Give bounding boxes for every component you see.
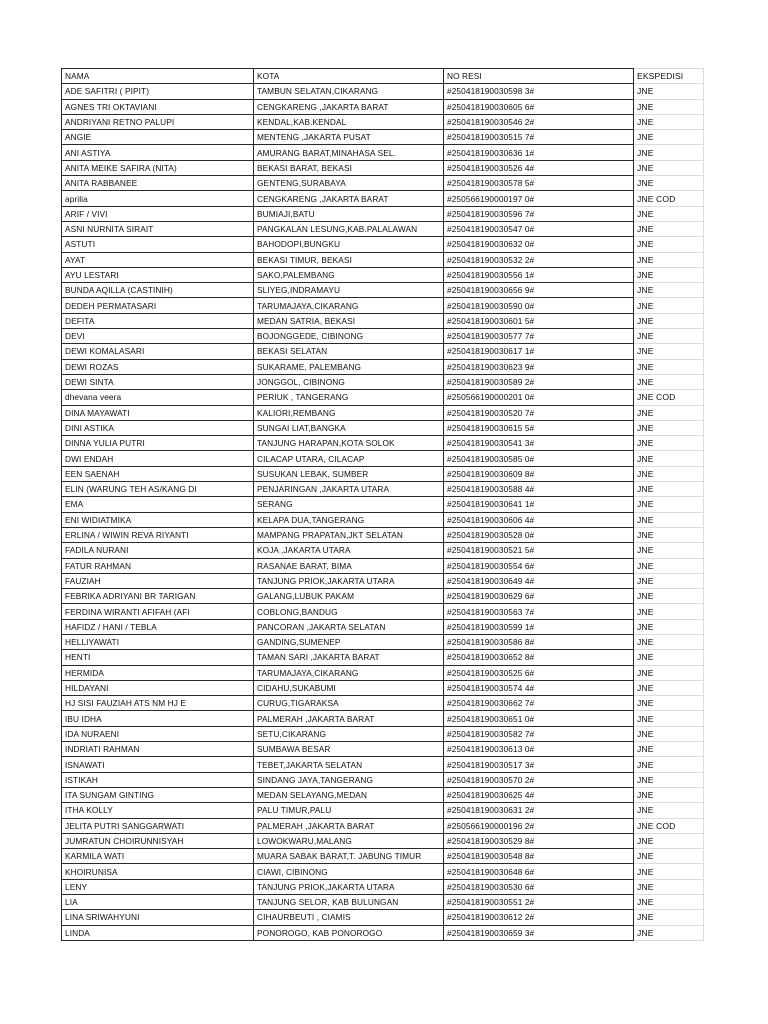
cell-ekspedisi: JNE xyxy=(634,925,704,940)
cell-ekspedisi: JNE xyxy=(634,359,704,374)
cell-kota: TAMAN SARI ,JAKARTA BARAT xyxy=(254,650,444,665)
cell-nama: HJ SISI FAUZIAH ATS NM HJ E xyxy=(62,696,254,711)
column-header-no-resi: NO RESI xyxy=(444,69,634,84)
table-row xyxy=(62,849,704,864)
column-header-kota: KOTA xyxy=(254,69,444,84)
table-row xyxy=(62,512,704,527)
cell-nama: LINDA xyxy=(62,925,254,940)
table-row xyxy=(62,589,704,604)
cell-ekspedisi: JNE xyxy=(634,497,704,512)
cell-ekspedisi: JNE xyxy=(634,206,704,221)
cell-no-resi: #250418190030582 7# xyxy=(444,726,634,741)
cell-no-resi: #250418190030648 6# xyxy=(444,864,634,879)
cell-nama: HERMIDA xyxy=(62,665,254,680)
cell-nama: ENI WIDIATMIKA xyxy=(62,512,254,527)
table-row xyxy=(62,374,704,389)
table-row xyxy=(62,313,704,328)
cell-ekspedisi: JNE xyxy=(634,84,704,99)
cell-ekspedisi: JNE xyxy=(634,757,704,772)
cell-ekspedisi: JNE xyxy=(634,237,704,252)
cell-nama: ANITA MEIKE SAFIRA (NITA) xyxy=(62,160,254,175)
cell-kota: CURUG,TIGARAKSA xyxy=(254,696,444,711)
table-row xyxy=(62,497,704,512)
table-row xyxy=(62,634,704,649)
cell-kota: SINDANG JAYA,TANGERANG xyxy=(254,772,444,787)
cell-nama: DEDEH PERMATASARI xyxy=(62,298,254,313)
cell-no-resi: #250418190030590 0# xyxy=(444,298,634,313)
table-row xyxy=(62,298,704,313)
cell-ekspedisi: JNE xyxy=(634,145,704,160)
cell-nama: FERDINA WIRANTI AFIFAH (AFI xyxy=(62,604,254,619)
table-row xyxy=(62,451,704,466)
cell-nama: EEN SAENAH xyxy=(62,466,254,481)
cell-kota: CENGKARENG ,JAKARTA BARAT xyxy=(254,99,444,114)
cell-kota: TARUMAJAYA,CIKARANG xyxy=(254,665,444,680)
cell-nama: HILDAYANI xyxy=(62,680,254,695)
cell-no-resi: #250418190030629 6# xyxy=(444,589,634,604)
table-row xyxy=(62,726,704,741)
cell-nama: LENY xyxy=(62,879,254,894)
table-row xyxy=(62,191,704,206)
cell-kota: SETU,CIKARANG xyxy=(254,726,444,741)
cell-nama: LIA xyxy=(62,895,254,910)
cell-ekspedisi: JNE xyxy=(634,420,704,435)
cell-ekspedisi: JNE xyxy=(634,482,704,497)
cell-no-resi: #250418190030585 0# xyxy=(444,451,634,466)
cell-no-resi: #250418190030551 2# xyxy=(444,895,634,910)
cell-nama: FAUZIAH xyxy=(62,573,254,588)
cell-kota: CIDAHU,SUKABUMI xyxy=(254,680,444,695)
cell-no-resi: #250418190030588 4# xyxy=(444,482,634,497)
cell-ekspedisi: JNE COD xyxy=(634,390,704,405)
cell-nama: DEWI KOMALASARI xyxy=(62,344,254,359)
cell-kota: TANJUNG SELOR, KAB BULUNGAN xyxy=(254,895,444,910)
cell-kota: GENTENG,SURABAYA xyxy=(254,176,444,191)
cell-kota: CILACAP UTARA, CILACAP xyxy=(254,451,444,466)
cell-kota: CENGKARENG ,JAKARTA BARAT xyxy=(254,191,444,206)
cell-no-resi: #250418190030601 5# xyxy=(444,313,634,328)
table-row xyxy=(62,160,704,175)
table-row xyxy=(62,420,704,435)
cell-nama: JELITA PUTRI SANGGARWATI xyxy=(62,818,254,833)
cell-kota: MEDAN SATRIA, BEKASI xyxy=(254,313,444,328)
table-row xyxy=(62,359,704,374)
cell-ekspedisi: JNE xyxy=(634,252,704,267)
cell-kota: KOJA ,JAKARTA UTARA xyxy=(254,543,444,558)
cell-kota: BOJONGGEDE, CIBINONG xyxy=(254,329,444,344)
cell-nama: DINNA YULIA PUTRI xyxy=(62,436,254,451)
cell-ekspedisi: JNE xyxy=(634,176,704,191)
table-row xyxy=(62,665,704,680)
cell-ekspedisi: JNE xyxy=(634,696,704,711)
cell-ekspedisi: JNE xyxy=(634,283,704,298)
cell-kota: PALMERAH ,JAKARTA BARAT xyxy=(254,818,444,833)
cell-no-resi: #250418190030574 4# xyxy=(444,680,634,695)
cell-no-resi: #250418190030599 1# xyxy=(444,619,634,634)
cell-no-resi: #250418190030606 4# xyxy=(444,512,634,527)
cell-no-resi: #250418190030586 8# xyxy=(444,634,634,649)
table-row xyxy=(62,252,704,267)
cell-nama: ISTIKAH xyxy=(62,772,254,787)
cell-ekspedisi: JNE xyxy=(634,527,704,542)
cell-no-resi: #250418190030530 6# xyxy=(444,879,634,894)
cell-no-resi: #250418190030652 8# xyxy=(444,650,634,665)
cell-kota: JONGGOL, CIBINONG xyxy=(254,374,444,389)
table-row xyxy=(62,114,704,129)
cell-kota: SUKARAME, PALEMBANG xyxy=(254,359,444,374)
cell-nama: FEBRIKA ADRIYANI BR TARIGAN xyxy=(62,589,254,604)
cell-kota: GALANG,LUBUK PAKAM xyxy=(254,589,444,604)
cell-ekspedisi: JNE COD xyxy=(634,818,704,833)
cell-nama: ADE SAFITRI ( PIPIT) xyxy=(62,84,254,99)
cell-no-resi: #250418190030525 6# xyxy=(444,665,634,680)
cell-kota: COBLONG,BANDUG xyxy=(254,604,444,619)
cell-nama: HAFIDZ / HANI / TEBLA xyxy=(62,619,254,634)
cell-no-resi: #250418190030520 7# xyxy=(444,405,634,420)
cell-nama: IDA NURAENI xyxy=(62,726,254,741)
cell-ekspedisi: JNE xyxy=(634,910,704,925)
cell-ekspedisi: JNE xyxy=(634,803,704,818)
cell-no-resi: #250418190030641 1# xyxy=(444,497,634,512)
header-row xyxy=(62,69,704,84)
cell-nama: ITA SUNGAM GINTING xyxy=(62,787,254,802)
cell-nama: ASNI NURNITA SIRAIT xyxy=(62,221,254,236)
cell-nama: ITHA KOLLY xyxy=(62,803,254,818)
table-row xyxy=(62,650,704,665)
cell-ekspedisi: JNE COD xyxy=(634,191,704,206)
cell-ekspedisi: JNE xyxy=(634,221,704,236)
table-row xyxy=(62,879,704,894)
table-row xyxy=(62,527,704,542)
cell-no-resi: #250418190030515 7# xyxy=(444,130,634,145)
cell-no-resi: #250566190000197 0# xyxy=(444,191,634,206)
cell-ekspedisi: JNE xyxy=(634,436,704,451)
cell-nama: dhevana veera xyxy=(62,390,254,405)
cell-kota: BEKASI BARAT, BEKASI xyxy=(254,160,444,175)
cell-kota: MUARA SABAK BARAT,T. JABUNG TIMUR xyxy=(254,849,444,864)
cell-no-resi: #250418190030649 4# xyxy=(444,573,634,588)
cell-ekspedisi: JNE xyxy=(634,833,704,848)
cell-no-resi: #250418190030651 0# xyxy=(444,711,634,726)
cell-no-resi: #250418190030659 3# xyxy=(444,925,634,940)
table-row xyxy=(62,237,704,252)
cell-ekspedisi: JNE xyxy=(634,864,704,879)
cell-no-resi: #250418190030541 3# xyxy=(444,436,634,451)
table-row xyxy=(62,436,704,451)
cell-kota: CIHAURBEUTI , CIAMIS xyxy=(254,910,444,925)
table-row xyxy=(62,221,704,236)
cell-kota: MEDAN SELAYANG,MEDAN xyxy=(254,787,444,802)
cell-ekspedisi: JNE xyxy=(634,344,704,359)
cell-kota: SUSUKAN LEBAK, SUMBER xyxy=(254,466,444,481)
cell-ekspedisi: JNE xyxy=(634,787,704,802)
cell-nama: AYU LESTARI xyxy=(62,267,254,282)
cell-ekspedisi: JNE xyxy=(634,680,704,695)
cell-no-resi: #250418190030605 6# xyxy=(444,99,634,114)
cell-no-resi: #250418190030631 2# xyxy=(444,803,634,818)
cell-no-resi: #250418190030613 0# xyxy=(444,742,634,757)
cell-nama: FADILA NURANI xyxy=(62,543,254,558)
cell-kota: BEKASI TIMUR, BEKASI xyxy=(254,252,444,267)
cell-ekspedisi: JNE xyxy=(634,604,704,619)
cell-no-resi: #250418190030656 9# xyxy=(444,283,634,298)
cell-no-resi: #250418190030598 3# xyxy=(444,84,634,99)
cell-ekspedisi: JNE xyxy=(634,665,704,680)
cell-kota: KELAPA DUA,TANGERANG xyxy=(254,512,444,527)
table-row xyxy=(62,405,704,420)
cell-no-resi: #250418190030577 7# xyxy=(444,329,634,344)
column-header-nama: NAMA xyxy=(62,69,254,84)
cell-ekspedisi: JNE xyxy=(634,634,704,649)
cell-kota: SAKO,PALEMBANG xyxy=(254,267,444,282)
cell-no-resi: #250418190030596 7# xyxy=(444,206,634,221)
cell-ekspedisi: JNE xyxy=(634,573,704,588)
cell-ekspedisi: JNE xyxy=(634,742,704,757)
cell-kota: TANJUNG PRIOK,JAKARTA UTARA xyxy=(254,573,444,588)
table-row xyxy=(62,619,704,634)
table-row xyxy=(62,757,704,772)
cell-nama: AYAT xyxy=(62,252,254,267)
cell-no-resi: #250418190030623 9# xyxy=(444,359,634,374)
cell-kota: CIAWI, CIBINONG xyxy=(254,864,444,879)
cell-nama: ANGIE xyxy=(62,130,254,145)
cell-no-resi: #250418190030528 0# xyxy=(444,527,634,542)
cell-no-resi: #250418190030662 7# xyxy=(444,696,634,711)
table-row xyxy=(62,742,704,757)
table-row xyxy=(62,925,704,940)
cell-no-resi: #250418190030547 0# xyxy=(444,221,634,236)
cell-no-resi: #250418190030578 5# xyxy=(444,176,634,191)
cell-ekspedisi: JNE xyxy=(634,451,704,466)
cell-ekspedisi: JNE xyxy=(634,711,704,726)
cell-nama: KARMILA WATI xyxy=(62,849,254,864)
cell-kota: KENDAL,KAB.KENDAL xyxy=(254,114,444,129)
cell-ekspedisi: JNE xyxy=(634,879,704,894)
cell-nama: AGNES TRI OKTAVIANI xyxy=(62,99,254,114)
table-row xyxy=(62,604,704,619)
table-row xyxy=(62,573,704,588)
cell-kota: SUNGAI LIAT,BANGKA xyxy=(254,420,444,435)
cell-nama: ERLINA / WIWIN REVA RIYANTI xyxy=(62,527,254,542)
cell-kota: SUMBAWA BESAR xyxy=(254,742,444,757)
cell-kota: TANJUNG HARAPAN,KOTA SOLOK xyxy=(254,436,444,451)
cell-no-resi: #250418190030589 2# xyxy=(444,374,634,389)
cell-kota: TANJUNG PRIOK,JAKARTA UTARA xyxy=(254,879,444,894)
table-row xyxy=(62,895,704,910)
cell-nama: INDRIATI RAHMAN xyxy=(62,742,254,757)
table-row xyxy=(62,910,704,925)
table-row xyxy=(62,696,704,711)
cell-nama: DEVI xyxy=(62,329,254,344)
table-row xyxy=(62,818,704,833)
table-row xyxy=(62,176,704,191)
table-row xyxy=(62,130,704,145)
cell-ekspedisi: JNE xyxy=(634,466,704,481)
cell-nama: DEWI ROZAS xyxy=(62,359,254,374)
cell-kota: SERANG xyxy=(254,497,444,512)
cell-no-resi: #250418190030615 5# xyxy=(444,420,634,435)
cell-no-resi: #250566190000201 0# xyxy=(444,390,634,405)
table-row xyxy=(62,680,704,695)
table-row xyxy=(62,864,704,879)
cell-ekspedisi: JNE xyxy=(634,160,704,175)
cell-nama: DINA MAYAWATI xyxy=(62,405,254,420)
cell-no-resi: #250418190030532 2# xyxy=(444,252,634,267)
cell-ekspedisi: JNE xyxy=(634,772,704,787)
cell-nama: LINA SRIWAHYUNI xyxy=(62,910,254,925)
table-row xyxy=(62,329,704,344)
cell-nama: aprilia xyxy=(62,191,254,206)
cell-ekspedisi: JNE xyxy=(634,726,704,741)
cell-ekspedisi: JNE xyxy=(634,130,704,145)
cell-nama: BUNDA AQILLA (CASTINIH) xyxy=(62,283,254,298)
table-row xyxy=(62,466,704,481)
cell-no-resi: #250418190030548 8# xyxy=(444,849,634,864)
cell-no-resi: #250418190030526 4# xyxy=(444,160,634,175)
cell-no-resi: #250418190030517 3# xyxy=(444,757,634,772)
table-row xyxy=(62,803,704,818)
cell-kota: PANCORAN ,JAKARTA SELATAN xyxy=(254,619,444,634)
cell-ekspedisi: JNE xyxy=(634,313,704,328)
cell-no-resi: #250418190030609 8# xyxy=(444,466,634,481)
cell-nama: KHOIRUNISA xyxy=(62,864,254,879)
cell-ekspedisi: JNE xyxy=(634,114,704,129)
cell-kota: PALMERAH ,JAKARTA BARAT xyxy=(254,711,444,726)
cell-ekspedisi: JNE xyxy=(634,329,704,344)
cell-kota: BEKASI SELATAN xyxy=(254,344,444,359)
table-row xyxy=(62,833,704,848)
cell-kota: LOWOKWARU,MALANG xyxy=(254,833,444,848)
cell-kota: TEBET,JAKARTA SELATAN xyxy=(254,757,444,772)
cell-no-resi: #250418190030529 8# xyxy=(444,833,634,848)
cell-kota: PONOROGO, KAB PONOROGO xyxy=(254,925,444,940)
cell-nama: DINI ASTIKA xyxy=(62,420,254,435)
cell-nama: ANITA RABBANEE xyxy=(62,176,254,191)
cell-no-resi: #250418190030563 7# xyxy=(444,604,634,619)
cell-no-resi: #250418190030636 1# xyxy=(444,145,634,160)
cell-kota: PERIUK , TANGERANG xyxy=(254,390,444,405)
cell-ekspedisi: JNE xyxy=(634,558,704,573)
cell-no-resi: #250418190030556 1# xyxy=(444,267,634,282)
table-row xyxy=(62,543,704,558)
cell-kota: AMURANG BARAT,MINAHASA SEL. xyxy=(254,145,444,160)
cell-ekspedisi: JNE xyxy=(634,267,704,282)
cell-no-resi: #250418190030546 2# xyxy=(444,114,634,129)
table-row xyxy=(62,145,704,160)
cell-ekspedisi: JNE xyxy=(634,895,704,910)
cell-nama: ISNAWATI xyxy=(62,757,254,772)
cell-kota: RASANAE BARAT, BIMA xyxy=(254,558,444,573)
table-row xyxy=(62,482,704,497)
cell-nama: DEWI SINTA xyxy=(62,374,254,389)
table-row xyxy=(62,711,704,726)
cell-kota: SLIYEG,INDRAMAYU xyxy=(254,283,444,298)
cell-ekspedisi: JNE xyxy=(634,405,704,420)
table-row xyxy=(62,99,704,114)
cell-ekspedisi: JNE xyxy=(634,619,704,634)
cell-kota: MENTENG ,JAKARTA PUSAT xyxy=(254,130,444,145)
cell-kota: PENJARINGAN ,JAKARTA UTARA xyxy=(254,482,444,497)
cell-nama: IBU IDHA xyxy=(62,711,254,726)
table-row xyxy=(62,84,704,99)
cell-kota: GANDING,SUMENEP xyxy=(254,634,444,649)
cell-kota: TARUMAJAYA,CIKARANG xyxy=(254,298,444,313)
table-row xyxy=(62,558,704,573)
table-row xyxy=(62,772,704,787)
cell-ekspedisi: JNE xyxy=(634,512,704,527)
cell-kota: MAMPANG PRAPATAN,JKT SELATAN xyxy=(254,527,444,542)
cell-kota: PALU TIMUR,PALU xyxy=(254,803,444,818)
cell-kota: BUMIAJI,BATU xyxy=(254,206,444,221)
cell-ekspedisi: JNE xyxy=(634,298,704,313)
cell-nama: ARIF / VIVI xyxy=(62,206,254,221)
cell-ekspedisi: JNE xyxy=(634,543,704,558)
cell-no-resi: #250418190030570 2# xyxy=(444,772,634,787)
cell-kota: TAMBUN SELATAN,CIKARANG xyxy=(254,84,444,99)
cell-no-resi: #250418190030554 6# xyxy=(444,558,634,573)
cell-nama: EMA xyxy=(62,497,254,512)
cell-nama: HENTI xyxy=(62,650,254,665)
cell-nama: ANDRIYANI RETNO PALUPI xyxy=(62,114,254,129)
cell-ekspedisi: JNE xyxy=(634,589,704,604)
cell-no-resi: #250566190000196 2# xyxy=(444,818,634,833)
cell-nama: DWI ENDAH xyxy=(62,451,254,466)
cell-nama: ASTUTI xyxy=(62,237,254,252)
cell-ekspedisi: JNE xyxy=(634,650,704,665)
cell-nama: FATUR RAHMAN xyxy=(62,558,254,573)
cell-ekspedisi: JNE xyxy=(634,374,704,389)
cell-ekspedisi: JNE xyxy=(634,99,704,114)
cell-kota: PANGKALAN LESUNG,KAB.PALALAWAN xyxy=(254,221,444,236)
cell-kota: BAHODOPI,BUNGKU xyxy=(254,237,444,252)
cell-no-resi: #250418190030521 5# xyxy=(444,543,634,558)
cell-no-resi: #250418190030625 4# xyxy=(444,787,634,802)
cell-nama: ELIN (WARUNG TEH AS/KANG DI xyxy=(62,482,254,497)
cell-no-resi: #250418190030612 2# xyxy=(444,910,634,925)
cell-no-resi: #250418190030617 1# xyxy=(444,344,634,359)
cell-nama: DEFITA xyxy=(62,313,254,328)
cell-nama: JUMRATUN CHOIRUNNISYAH xyxy=(62,833,254,848)
table-row xyxy=(62,267,704,282)
table-row xyxy=(62,283,704,298)
cell-no-resi: #250418190030632 0# xyxy=(444,237,634,252)
shipment-table xyxy=(61,68,704,941)
table-row xyxy=(62,787,704,802)
table-row xyxy=(62,390,704,405)
table-row xyxy=(62,206,704,221)
column-header-ekspedisi: EKSPEDISI xyxy=(634,69,704,84)
cell-nama: HELLIYAWATI xyxy=(62,634,254,649)
cell-kota: KALIORI,REMBANG xyxy=(254,405,444,420)
cell-ekspedisi: JNE xyxy=(634,849,704,864)
cell-nama: ANI ASTIYA xyxy=(62,145,254,160)
table-row xyxy=(62,344,704,359)
